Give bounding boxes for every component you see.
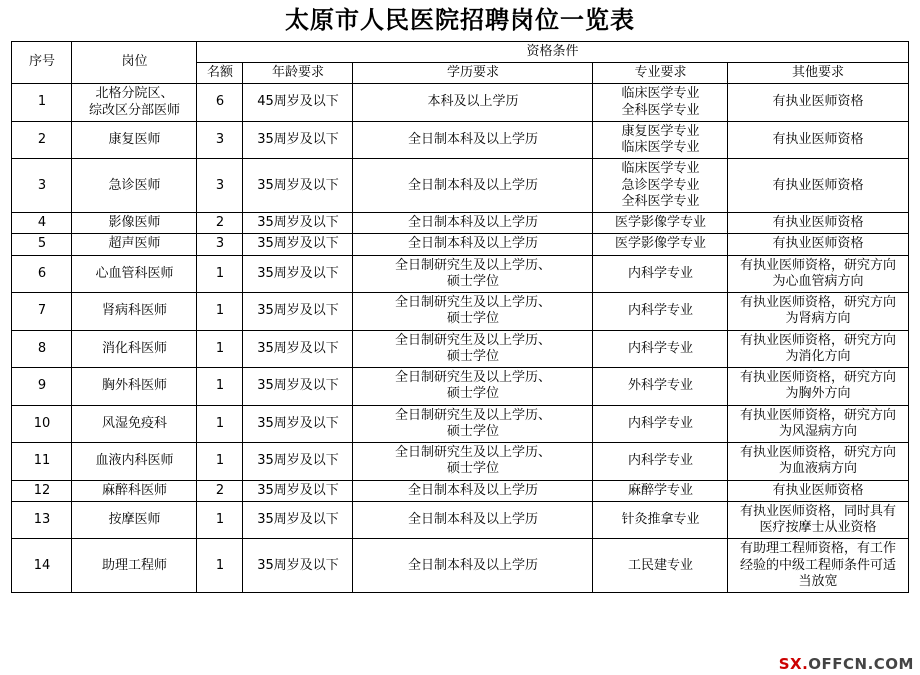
cell-post-line: 肾病科医师 [101,303,167,319]
cell-edu-line: 全日制研究生及以上学历、 [394,407,551,423]
cell-age: 35周岁及以下 [243,330,353,368]
cell-edu [353,293,593,331]
cell-major-line: 内科学专业 [627,303,693,319]
cell-major-line: 康复医学专业 [621,123,700,139]
cell-other-line: 有执业医师资格，研究方向 [739,445,896,461]
cell-num: 2 [197,480,243,501]
cell-edu-line: 全日制本科及以上学历 [407,236,538,252]
cell-age: 35周岁及以下 [243,213,353,234]
cell-edu-line: 全日制本科及以上学历 [407,177,538,193]
cell-edu-line: 硕士学位 [446,311,499,327]
cell-age: 35周岁及以下 [243,405,353,443]
table-row [12,501,908,539]
table-header-row-1 [12,41,908,62]
cell-edu-line: 全日制研究生及以上学历、 [394,370,551,386]
watermark-part2: OFFCN.COM [808,655,914,673]
cell-edu [353,255,593,293]
cell-post [72,293,197,331]
cell-edu [353,501,593,539]
cell-edu-line: 硕士学位 [446,386,499,402]
cell-major-line: 内科学专业 [627,265,693,281]
cell-seq: 11 [12,443,72,481]
cell-post-line: 按摩医师 [108,511,161,527]
cell-age: 35周岁及以下 [243,255,353,293]
cell-major [593,405,728,443]
table-row [12,159,908,213]
cell-major [593,443,728,481]
header-quota: 名额 [197,63,243,84]
cell-age: 35周岁及以下 [243,159,353,213]
cell-other [728,330,908,368]
cell-post-line: 胸外科医师 [101,378,167,394]
cell-edu [353,405,593,443]
cell-edu [353,368,593,406]
cell-other [728,159,908,213]
table-row [12,234,908,255]
table-row [12,213,908,234]
cell-age: 35周岁及以下 [243,368,353,406]
cell-age: 35周岁及以下 [243,121,353,159]
cell-num: 6 [197,84,243,122]
cell-edu-line: 全日制本科及以上学历 [407,215,538,231]
cell-post-line: 消化科医师 [101,340,167,356]
cell-major-line: 医学影像学专业 [614,215,706,231]
cell-edu-line: 硕士学位 [446,348,499,364]
cell-major-line: 临床医学专业 [621,161,700,177]
cell-major-line: 全科医学专业 [621,102,700,118]
cell-age: 35周岁及以下 [243,501,353,539]
cell-num: 3 [197,121,243,159]
cell-post [72,84,197,122]
cell-seq: 3 [12,159,72,213]
cell-other-line: 有执业医师资格 [772,215,864,231]
cell-other [728,539,908,593]
cell-major [593,84,728,122]
recruitment-table [11,41,908,593]
cell-other [728,405,908,443]
header-major: 专业要求 [593,63,728,84]
cell-other-line: 为心血管病方向 [772,273,864,289]
cell-major-line: 急诊医学专业 [621,177,700,193]
cell-other-line: 有执业医师资格 [772,236,864,252]
cell-other [728,121,908,159]
cell-other [728,368,908,406]
cell-other-line: 为消化方向 [785,348,851,364]
cell-seq: 8 [12,330,72,368]
cell-major-line: 外科学专业 [627,378,693,394]
cell-other-line: 有执业医师资格，研究方向 [739,295,896,311]
cell-age: 35周岁及以下 [243,443,353,481]
cell-num: 2 [197,213,243,234]
cell-num: 3 [197,234,243,255]
cell-post-line: 风湿免疫科 [101,415,167,431]
table-row [12,443,908,481]
cell-major-line: 临床医学专业 [621,140,700,156]
cell-other [728,443,908,481]
cell-post-line: 麻醉科医师 [101,482,167,498]
cell-other [728,213,908,234]
cell-other [728,501,908,539]
table-row [12,480,908,501]
cell-other [728,480,908,501]
cell-major [593,330,728,368]
cell-seq: 9 [12,368,72,406]
cell-post-line: 急诊医师 [108,177,161,193]
cell-post [72,234,197,255]
cell-post-line: 康复医师 [108,131,161,147]
cell-edu-line: 硕士学位 [446,273,499,289]
cell-post-line: 综改区分部医师 [88,102,180,118]
cell-age: 35周岁及以下 [243,480,353,501]
cell-other-line: 有执业医师资格，研究方向 [739,257,896,273]
cell-seq: 14 [12,539,72,593]
cell-post-line: 北格分院区、 [95,86,174,102]
cell-other [728,234,908,255]
header-education: 学历要求 [353,63,593,84]
cell-num: 1 [197,368,243,406]
cell-edu [353,84,593,122]
page-title: 太原市人民医院招聘岗位一览表 [285,6,635,34]
cell-post [72,121,197,159]
cell-major-line: 临床医学专业 [621,86,700,102]
header-age: 年龄要求 [243,63,353,84]
cell-other-line: 医疗按摩士从业资格 [759,520,877,536]
cell-major-line: 内科学专业 [627,453,693,469]
watermark-part1: SX. [778,655,809,673]
cell-post-line: 心血管科医师 [95,265,174,281]
cell-edu-line: 全日制本科及以上学历 [407,131,538,147]
cell-other-line: 为风湿病方向 [778,423,857,439]
cell-other [728,293,908,331]
cell-edu-line: 硕士学位 [446,461,499,477]
header-other: 其他要求 [728,63,908,84]
cell-seq: 5 [12,234,72,255]
cell-other-line: 有执业医师资格，研究方向 [739,370,896,386]
cell-major [593,121,728,159]
cell-num: 1 [197,443,243,481]
cell-major [593,234,728,255]
cell-other-line: 有执业医师资格，同时具有 [739,503,896,519]
cell-post [72,213,197,234]
cell-post [72,330,197,368]
table-row [12,330,908,368]
cell-other-line: 为肾病方向 [785,311,851,327]
cell-post-line: 助理工程师 [101,557,167,573]
table-row [12,255,908,293]
cell-seq: 13 [12,501,72,539]
cell-seq: 4 [12,213,72,234]
cell-major-line: 工民建专业 [627,557,693,573]
cell-seq: 7 [12,293,72,331]
cell-edu-line: 硕士学位 [446,423,499,439]
cell-other-line: 有执业医师资格，研究方向 [739,332,896,348]
cell-other-line: 经验的中级工程师条件可适 [739,557,896,573]
cell-post-line: 血液内科医师 [95,453,174,469]
watermark [779,655,914,673]
cell-major [593,539,728,593]
cell-post-line: 超声医师 [108,236,161,252]
header-qualification-group: 资格条件 [197,41,908,62]
cell-edu [353,213,593,234]
cell-seq: 2 [12,121,72,159]
cell-post [72,501,197,539]
header-seq: 序号 [12,41,72,84]
cell-major [593,293,728,331]
table-body [12,84,908,593]
cell-major-line: 针灸推拿专业 [621,511,700,527]
cell-major [593,159,728,213]
cell-edu [353,480,593,501]
cell-post [72,255,197,293]
cell-seq: 6 [12,255,72,293]
cell-post [72,405,197,443]
cell-seq: 10 [12,405,72,443]
cell-num: 1 [197,405,243,443]
cell-other-line: 为血液病方向 [778,461,857,477]
cell-other [728,255,908,293]
cell-other-line: 为胸外方向 [785,386,851,402]
cell-edu [353,121,593,159]
cell-edu-line: 全日制本科及以上学历 [407,511,538,527]
cell-edu [353,159,593,213]
cell-num: 1 [197,330,243,368]
cell-age: 35周岁及以下 [243,539,353,593]
cell-edu-line: 全日制研究生及以上学历、 [394,445,551,461]
cell-major-line: 麻醉学专业 [627,482,693,498]
cell-num: 1 [197,501,243,539]
cell-edu-line: 全日制研究生及以上学历、 [394,257,551,273]
cell-post [72,443,197,481]
cell-num: 1 [197,255,243,293]
table-row [12,121,908,159]
cell-edu-line: 全日制本科及以上学历 [407,557,538,573]
cell-age: 45周岁及以下 [243,84,353,122]
cell-num: 3 [197,159,243,213]
cell-major [593,480,728,501]
cell-major-line: 内科学专业 [627,340,693,356]
cell-seq: 12 [12,480,72,501]
cell-post [72,368,197,406]
cell-major [593,213,728,234]
cell-edu-line: 本科及以上学历 [427,94,519,110]
cell-edu [353,234,593,255]
cell-major [593,501,728,539]
cell-other [728,84,908,122]
cell-major-line: 全科医学专业 [621,193,700,209]
table-row [12,84,908,122]
cell-other-line: 有助理工程师资格，有工作 [739,541,896,557]
table-row [12,293,908,331]
cell-other-line: 有执业医师资格 [772,482,864,498]
cell-post [72,159,197,213]
cell-num: 1 [197,293,243,331]
cell-age: 35周岁及以下 [243,293,353,331]
cell-major [593,368,728,406]
cell-edu [353,330,593,368]
cell-edu [353,539,593,593]
header-post: 岗位 [72,41,197,84]
cell-post [72,539,197,593]
cell-other-line: 有执业医师资格 [772,94,864,110]
cell-post-line: 影像医师 [108,215,161,231]
cell-post [72,480,197,501]
cell-edu-line: 全日制本科及以上学历 [407,482,538,498]
cell-edu [353,443,593,481]
cell-edu-line: 全日制研究生及以上学历、 [394,295,551,311]
cell-other-line: 有执业医师资格 [772,131,864,147]
cell-major-line: 内科学专业 [627,415,693,431]
cell-major [593,255,728,293]
cell-other-line: 有执业医师资格，研究方向 [739,407,896,423]
table-row [12,368,908,406]
cell-num: 1 [197,539,243,593]
cell-other-line: 有执业医师资格 [772,177,864,193]
cell-seq: 1 [12,84,72,122]
cell-other-line: 当放宽 [798,573,838,589]
table-row [12,405,908,443]
cell-major-line: 医学影像学专业 [614,236,706,252]
table-row [12,539,908,593]
cell-age: 35周岁及以下 [243,234,353,255]
cell-edu-line: 全日制研究生及以上学历、 [394,332,551,348]
